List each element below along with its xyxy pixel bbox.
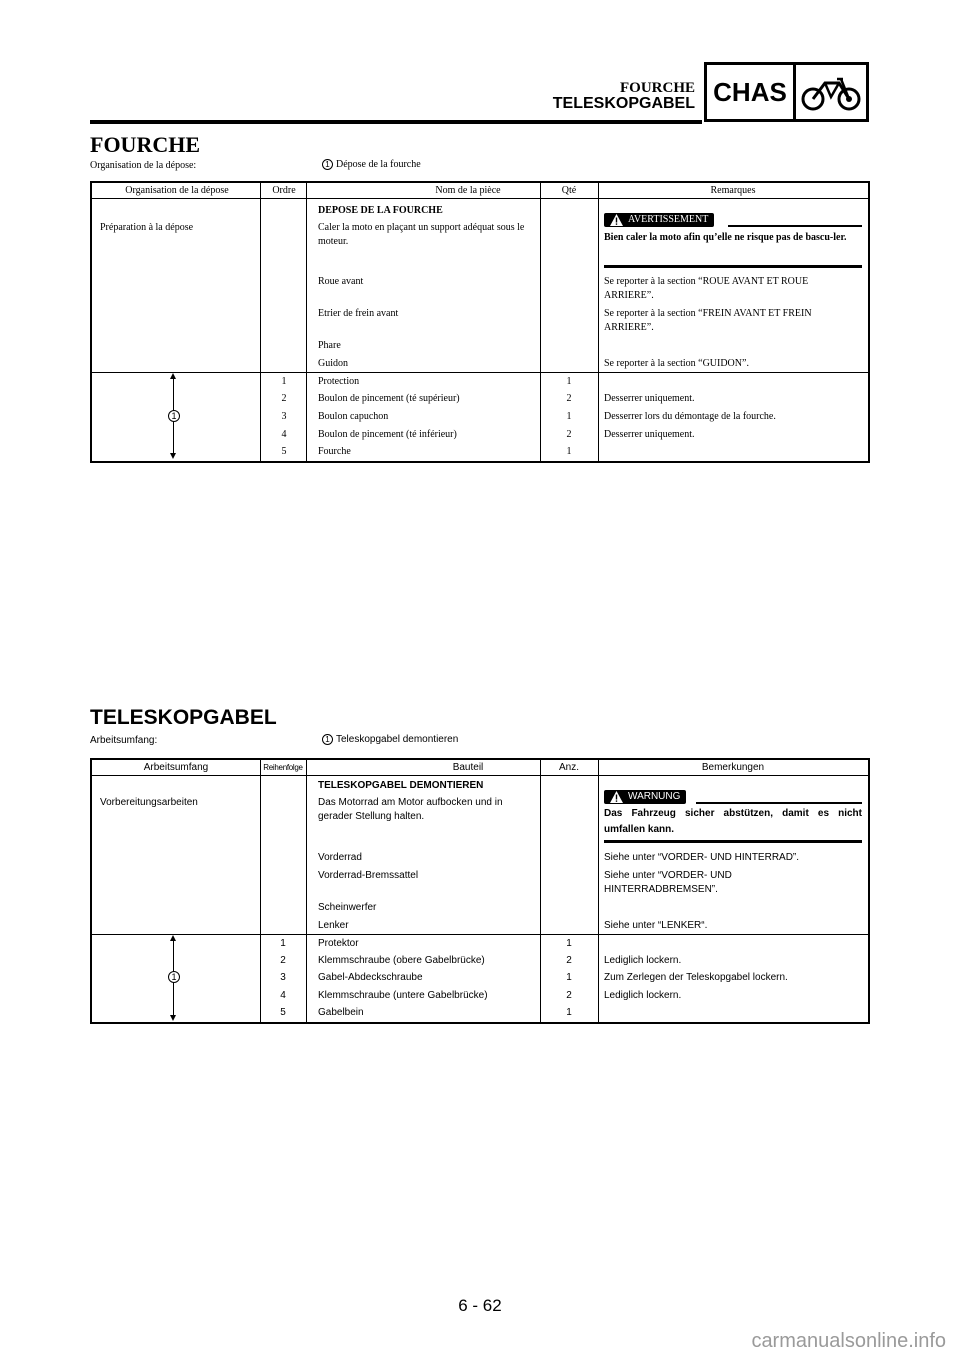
row-remark-de: Lediglich lockern.: [604, 990, 682, 1001]
warning-bottom-rule-fr: [604, 265, 862, 268]
motorcycle-icon: [799, 71, 865, 113]
scope-item-de: [322, 734, 458, 745]
section-title-fr: FOURCHE: [90, 132, 200, 157]
row-order-fr: 5: [281, 446, 287, 457]
row-qty-fr: 2: [566, 429, 572, 440]
row-name-de: Klemmschraube (obere Gabelbrücke): [318, 955, 485, 966]
th-reihenfolge: Reihenfolge: [263, 763, 303, 772]
th-qte: Qté: [561, 185, 577, 196]
row-qty-de: 2: [566, 990, 572, 1001]
row-qty-de: 1: [566, 938, 572, 949]
th-remarques: Remarques: [710, 185, 756, 196]
th-bemerkungen: Bemerkungen: [701, 762, 765, 773]
row-name-fr: Protection: [318, 376, 360, 387]
row-remark-fr: Desserrer lors du démontage de la fourche.: [604, 411, 776, 422]
warning-bottom-rule-de: [604, 840, 862, 843]
scope-number-fr: 1: [322, 159, 333, 170]
row-order-fr: 3: [281, 411, 287, 422]
row-remark-fr: Desserrer uniquement.: [604, 429, 695, 440]
prep-org-fr: Préparation à la dépose: [100, 222, 194, 233]
warning-triangle-icon: [610, 791, 623, 803]
row-remark-de: Lediglich lockern.: [604, 955, 682, 966]
page-number: 6 - 62: [458, 1296, 502, 1315]
row-name-de: Gabelbein: [318, 1007, 364, 1018]
chapter-badge: [704, 62, 869, 122]
warning-top-rule-de: [696, 802, 862, 804]
chapter-divider: [793, 65, 796, 119]
scope-item-fr: [322, 159, 421, 170]
section-title-de: TELESKOPGABEL: [90, 706, 277, 729]
warning-top-rule-fr: [728, 225, 862, 227]
scope-text-de: Teleskopgabel demontieren: [336, 734, 459, 745]
prep-row-de: Vorderrad: [318, 852, 362, 863]
row-order-fr: 2: [281, 393, 287, 404]
scope-label-fr: Organisation de la dépose:: [90, 160, 197, 171]
row-order-de: 5: [280, 1007, 286, 1018]
prep-heading-fr: DEPOSE DE LA FOURCHE: [318, 205, 443, 216]
row-name-fr: Boulon de pincement (té supérieur): [318, 393, 460, 404]
row-order-de: 4: [280, 990, 286, 1001]
bracket-number-de: 1: [168, 971, 180, 983]
prep-row-de: Lenker: [318, 920, 349, 931]
row-qty-de: 2: [566, 955, 572, 966]
row-name-de: Gabel-Abdeckschraube: [318, 972, 423, 983]
prep-row-fr: Caler la moto en plaçant un support adéquat sous le moteur.: [318, 222, 525, 247]
header-title-fr: FOURCHE: [620, 80, 695, 96]
row-qty-fr: 1: [566, 446, 572, 457]
scope-label-de: Arbeitsumfang:: [90, 735, 158, 746]
prep-heading-de: TELESKOPGABEL DEMONTIEREN: [318, 780, 484, 791]
prep-row-de: Vorderrad-Bremssattel: [318, 870, 419, 881]
table-fr: [90, 181, 870, 463]
scope-text-fr: Dépose de la fourche: [336, 159, 421, 170]
row-remark-de: Zum Zerlegen der Teleskopgabel lockern.: [604, 972, 788, 983]
prep-row-de: Das Motorrad am Motor aufbocken und in gerader Stellung halten.: [318, 797, 503, 822]
row-order-de: 2: [280, 955, 286, 966]
row-name-de: Protektor: [318, 938, 359, 949]
row-order-fr: 4: [281, 429, 287, 440]
row-name-fr: Boulon capuchon: [318, 411, 389, 422]
prep-row-fr: Roue avant: [318, 276, 364, 287]
warning-label-de: WARNUNG: [604, 790, 686, 804]
prep-remark-de: Siehe unter “VORDER- UND HINTERRAD”.: [604, 852, 800, 863]
header-rule: [90, 120, 702, 124]
row-qty-de: 1: [566, 972, 572, 983]
chapter-code: CHAS: [713, 76, 787, 107]
th-anz: Anz.: [558, 762, 579, 773]
th-arbeitsumfang: Arbeitsumfang: [143, 762, 209, 773]
row-qty-fr: 1: [566, 411, 572, 422]
row-name-de: Klemmschraube (untere Gabelbrücke): [318, 990, 488, 1001]
warning-text-fr: Bien caler la moto afin qu’elle ne risque pas de bascu-ler.: [604, 232, 847, 243]
prep-row-fr: Guidon: [318, 358, 348, 369]
warning-text-de: Das Fahrzeug sicher abstützen, damit es nicht umfallen kann.: [604, 808, 862, 835]
prep-remark-fr: Se reporter à la section “GUIDON”.: [604, 358, 749, 369]
th-ordre: Ordre: [272, 185, 296, 196]
row-remark-fr: Desserrer uniquement.: [604, 393, 695, 404]
prep-remark-de: Siehe unter “VORDER- UND HINTERRADBREMSEN”.: [604, 870, 732, 895]
row-qty-fr: 1: [566, 376, 572, 387]
th-bauteil: Bauteil: [452, 762, 484, 773]
prep-row-de: Scheinwerfer: [318, 902, 377, 913]
header-title-de: TELESKOPGABEL: [552, 95, 695, 112]
prep-remark-fr: Se reporter à la section “FREIN AVANT ET FREIN ARRIERE”.: [604, 308, 812, 333]
prep-remark-de: Siehe unter “LENKER“.: [604, 920, 708, 931]
row-order-fr: 1: [281, 376, 287, 387]
scope-number-de: 1: [322, 734, 333, 745]
prep-row-fr: Etrier de frein avant: [318, 308, 399, 319]
row-name-fr: Boulon de pincement (té inférieur): [318, 429, 457, 440]
prep-org-de: Vorbereitungsarbeiten: [100, 797, 198, 808]
row-qty-de: 1: [566, 1007, 572, 1018]
table-de: [90, 758, 870, 1024]
row-order-de: 3: [280, 972, 286, 983]
th-organisation: Organisation de la dépose: [125, 185, 229, 196]
prep-remark-fr: Se reporter à la section “ROUE AVANT ET ROUE ARRIERE”.: [604, 276, 809, 301]
prep-row-fr: Phare: [318, 340, 341, 351]
watermark: carmanualsonline.info: [751, 1330, 946, 1352]
row-qty-fr: 2: [566, 393, 572, 404]
warning-label-fr: AVERTISSEMENT: [604, 213, 714, 227]
row-order-de: 1: [280, 938, 286, 949]
row-name-fr: Fourche: [318, 446, 351, 457]
bracket-number-fr: 1: [168, 410, 180, 422]
warning-triangle-icon: [610, 214, 623, 226]
th-nom: Nom de la pièce: [435, 185, 501, 196]
